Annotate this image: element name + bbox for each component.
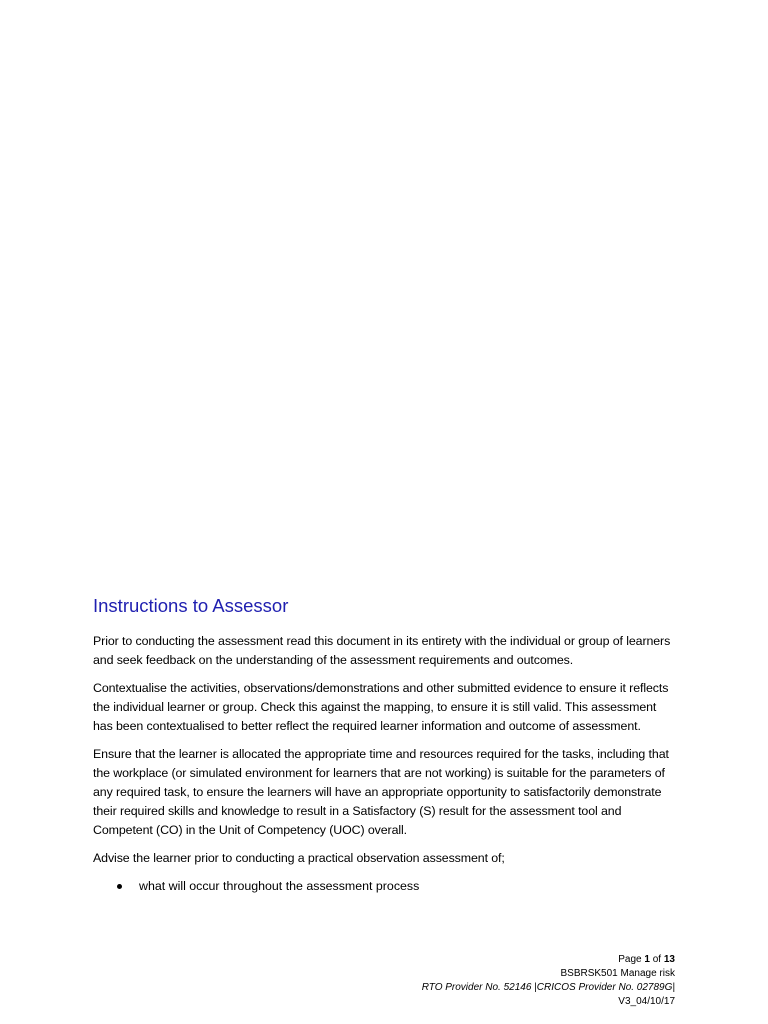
paragraph-ensure-learner: Ensure that the learner is allocated the appropriate time and resources required for the tasks, including that the workplace (or simulated environment for learners that are not working) is suitable for the parameters of any required task, to ensure the learners will have an appropriate opportunity to satisfactorily demonstrate their required skills and knowledge to result in a Satisfactory (S) result for the assessment tool and Competent (CO) in the Unit of Competency (UOC) overall. [93, 747, 669, 837]
paragraph-contextualise: Contextualise the activities, observations/demonstrations and other submitted evidence to ensure it reflects the individual learner or group. Check this against the mapping, to ensure it is still valid. This assessment has been contextualised to better reflect the required learner information and outcome of assessment. [93, 681, 669, 733]
bullet-item [93, 877, 677, 896]
instructions-section [93, 594, 677, 896]
bullet-text: what will occur throughout the assessment process [139, 879, 420, 893]
page-current: 1 [644, 954, 650, 965]
unit-code: BSBRSK501 Manage risk [560, 968, 675, 979]
bullet-list [93, 877, 677, 896]
paragraph-advise-learner: Advise the learner prior to conducting a practical observation assessment of; [93, 851, 505, 865]
paragraph-prior-to-conducting: Prior to conducting the assessment read this document in its entirety with the individual or group of learners and seek feedback on the understanding of the assessment requirements and outcomes. [93, 634, 671, 667]
page-number [422, 953, 675, 967]
bullet-dot-icon [117, 884, 122, 889]
page-prefix: Page [618, 954, 645, 965]
section-heading: Instructions to Assessor [93, 595, 289, 616]
page-of: of [649, 954, 664, 965]
version-code: V3_04/10/17 [618, 996, 675, 1007]
provider-info: RTO Provider No. 52146 |CRICOS Provider No. 02789G| [421, 982, 675, 993]
page-footer [422, 953, 675, 1009]
page-total: 13 [663, 954, 675, 965]
